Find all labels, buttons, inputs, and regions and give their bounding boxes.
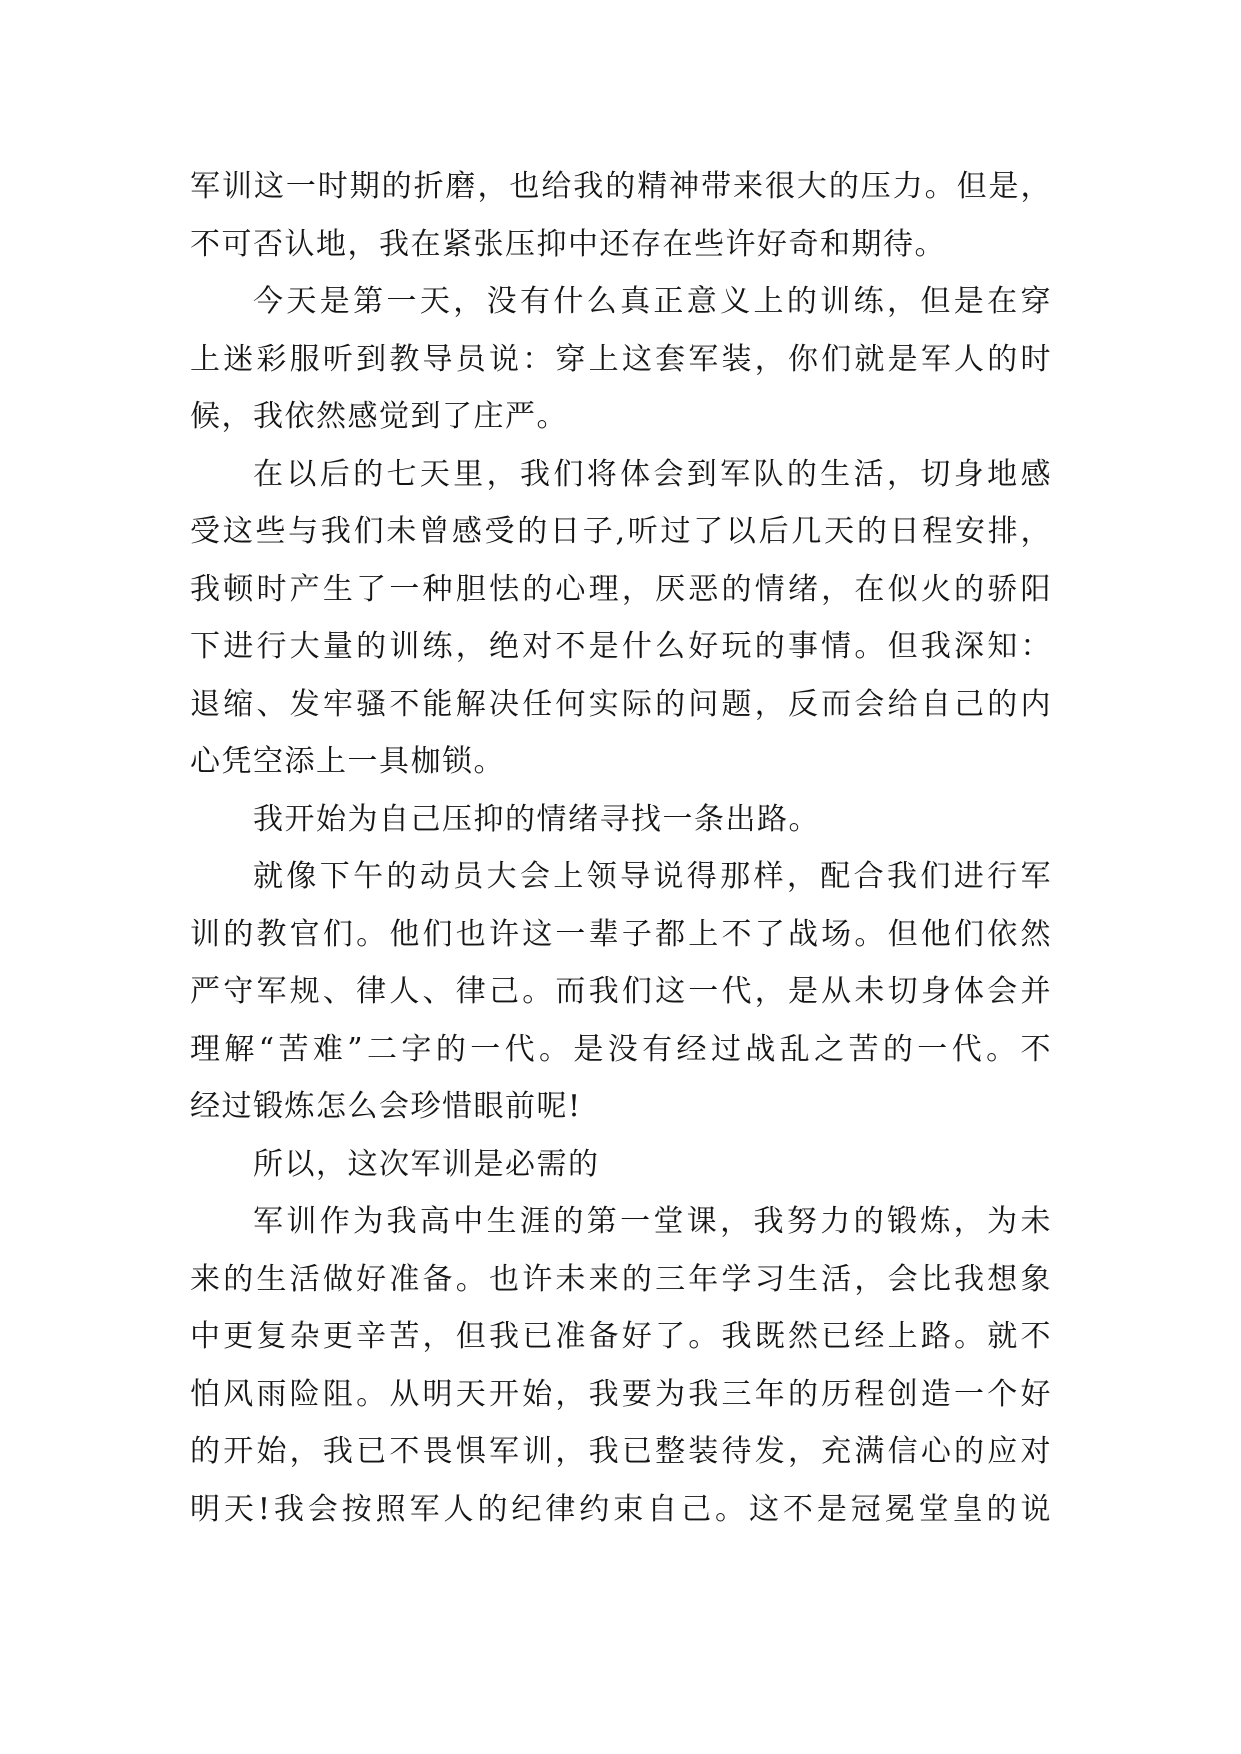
text-line: 经过锻炼怎么会珍惜眼前呢! <box>190 1089 582 1124</box>
text-line: 我顿时产生了一种胆怯的心理，厌恶的情绪，在似火的骄阳 <box>190 571 1052 607</box>
paragraph <box>190 1136 1052 1194</box>
text-line: 军训这一时期的折磨，也给我的精神带来很大的压力。但是， <box>190 169 1052 204</box>
text-line: 就像下午的动员大会上领导说得那样，配合我们进行军 <box>253 859 1052 894</box>
paragraph <box>190 158 1052 273</box>
text-line: 候，我依然感觉到了庄严。 <box>190 399 568 434</box>
text-line: 今天是第一天，没有什么真正意义上的训练，但是在穿 <box>253 284 1052 319</box>
text-line: 明天!我会按照军人的纪律约束自己。这不是冠冕堂皇的说 <box>190 1491 1052 1527</box>
text-line: 我开始为自己压抑的情绪寻找一条出路。 <box>253 801 820 837</box>
text-line: 训的教官们。他们也许这一辈子都上不了战场。但他们依然 <box>190 916 1052 952</box>
text-line: 在以后的七天里，我们将体会到军队的生活，切身地感 <box>253 456 1052 492</box>
body-text <box>190 158 1052 1538</box>
paragraph <box>190 791 1052 849</box>
text-line: 上迷彩服听到教导员说：穿上这套军装，你们就是军人的时 <box>190 341 1052 377</box>
text-line: 军训作为我高中生涯的第一堂课，我努力的锻炼，为未 <box>253 1204 1052 1239</box>
text-line: 心凭空添上一具枷锁。 <box>190 744 505 779</box>
paragraph <box>190 273 1052 446</box>
text-line: 所以，这次军训是必需的 <box>253 1146 600 1182</box>
text-line: 不可否认地，我在紧张压抑中还存在些许好奇和期待。 <box>190 226 946 262</box>
text-line: 来的生活做好准备。也许未来的三年学习生活，会比我想象 <box>190 1261 1052 1297</box>
text-line: 受这些与我们未曾感受的日子,听过了以后几天的日程安排， <box>190 514 1052 549</box>
text-line: 理解“苦难”二字的一代。是没有经过战乱之苦的一代。不 <box>190 1031 1052 1067</box>
paragraph <box>190 446 1052 791</box>
text-line: 中更复杂更辛苦，但我已准备好了。我既然已经上路。就不 <box>190 1319 1052 1354</box>
text-line: 怕风雨险阻。从明天开始，我要为我三年的历程创造一个好 <box>190 1376 1052 1412</box>
paragraph <box>190 848 1052 1136</box>
text-line: 的开始，我已不畏惧军训，我已整装待发，充满信心的应对 <box>190 1434 1052 1469</box>
paragraph <box>190 1193 1052 1538</box>
text-line: 退缩、发牢骚不能解决任何实际的问题，反而会给自己的内 <box>190 686 1052 722</box>
text-line: 下进行大量的训练，绝对不是什么好玩的事情。但我深知： <box>190 629 1052 664</box>
text-line: 严守军规、律人、律己。而我们这一代，是从未切身体会并 <box>190 974 1052 1009</box>
